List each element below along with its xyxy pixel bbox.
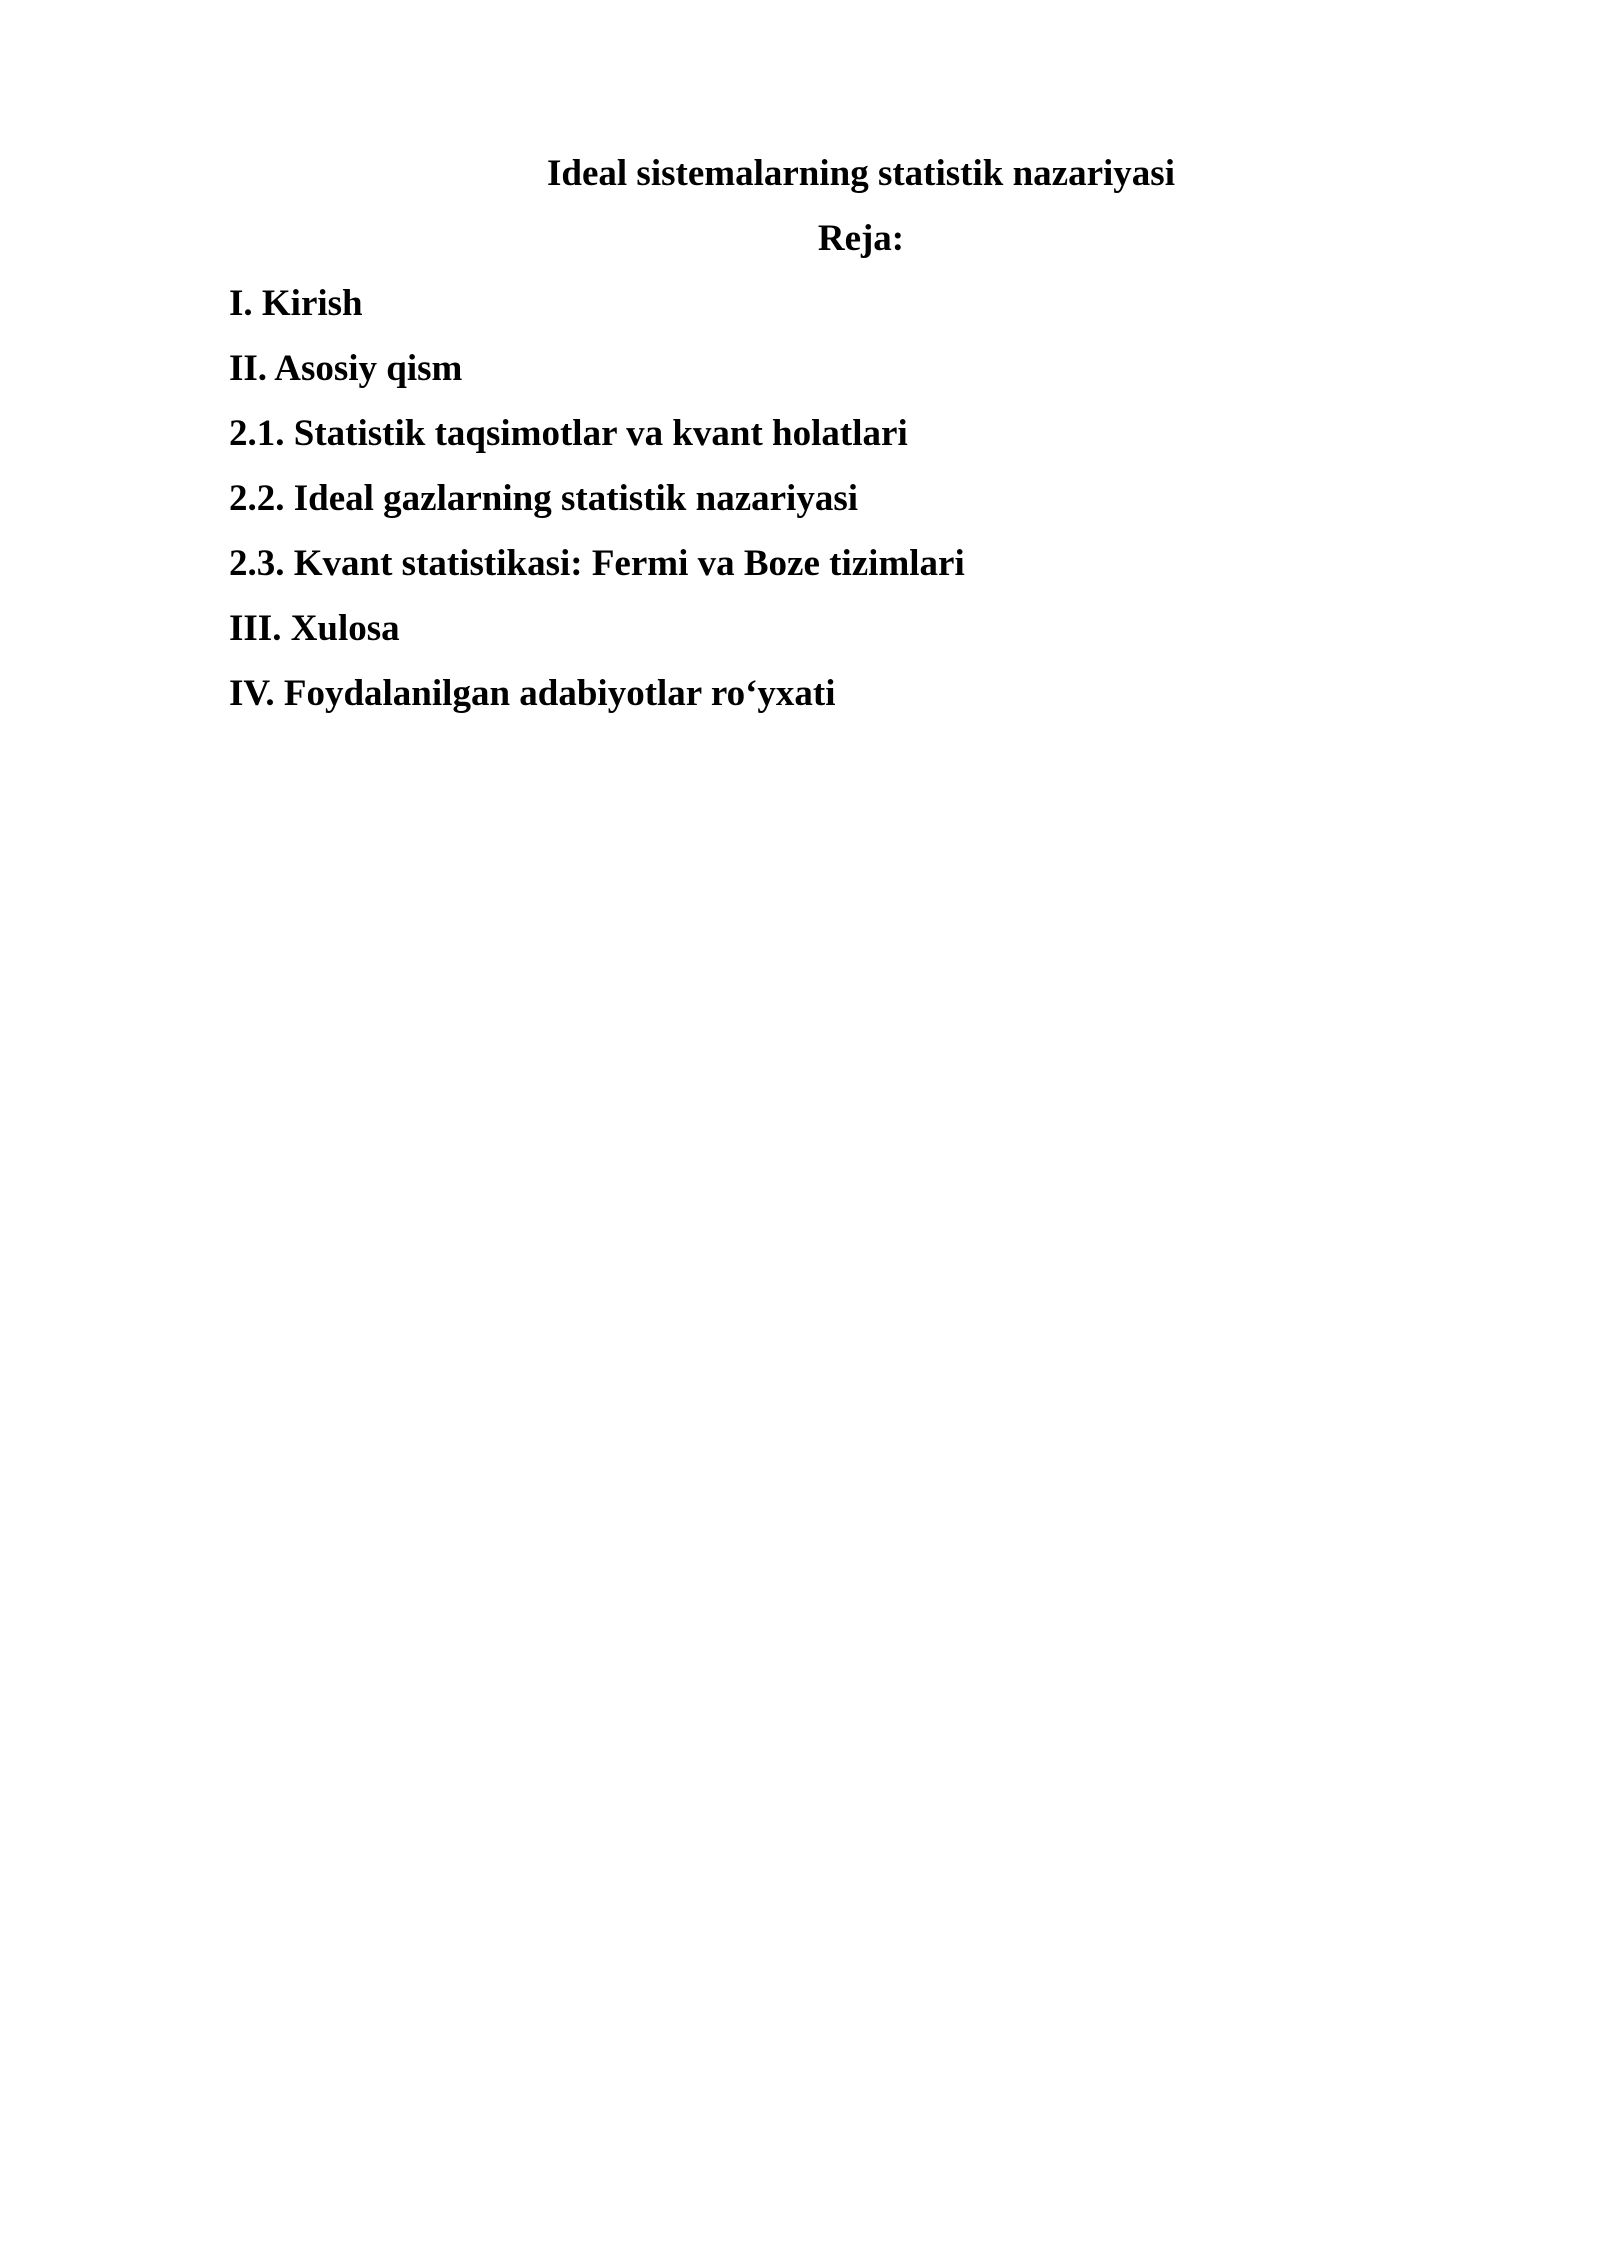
plan-heading: Reja: (817, 218, 905, 259)
plan-list (229, 280, 965, 735)
document-title: Ideal sistemalarning statistik nazariyasi (547, 153, 1175, 194)
plan-item-2-2: 2.2. Ideal gazlarning statistik nazariyasi (229, 478, 859, 519)
plan-item-conclusion: III. Xulosa (229, 608, 400, 649)
plan-item-introduction: I. Kirish (229, 283, 363, 324)
plan-item-references: IV. Foydalanilgan adabiyotlar ro‘yxati (229, 673, 836, 714)
plan-item-2-3: 2.3. Kvant statistikasi: Fermi va Boze tizimlari (229, 543, 965, 584)
plan-item-2-1: 2.1. Statistik taqsimotlar va kvant holatlari (229, 413, 908, 454)
plan-item-main-part: II. Asosiy qism (229, 348, 463, 389)
